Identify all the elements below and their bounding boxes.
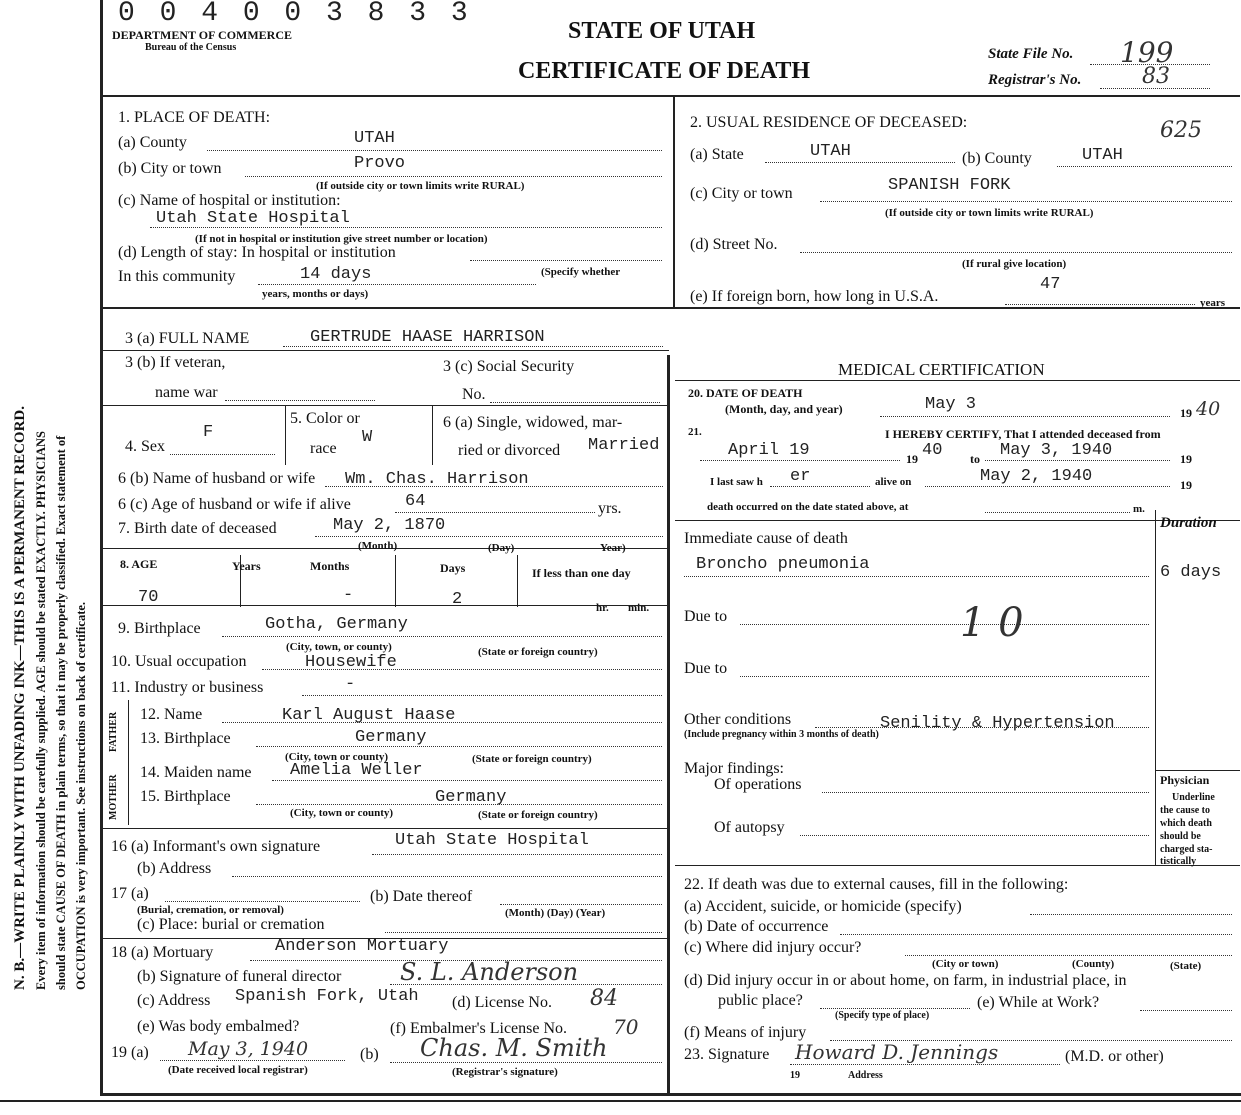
registrar-date-note: (Date received local registrar) xyxy=(168,1064,308,1076)
alive-on-label: alive on xyxy=(875,476,912,488)
ss-label: 3 (c) Social Security xyxy=(443,358,575,375)
physician-note-5: charged sta- xyxy=(1160,844,1213,855)
mother-city-note: (City, town or county) xyxy=(290,807,394,819)
sex-label: 4. Sex xyxy=(125,438,165,455)
physician-note-6: tistically xyxy=(1160,856,1197,867)
age-days-value: 2 xyxy=(452,590,463,609)
of-autopsy-label: Of autopsy xyxy=(714,819,785,836)
other-conditions-value: Senility & Hypertension xyxy=(880,714,1115,733)
signature-year-label: 19 xyxy=(790,1070,800,1081)
res-state-label: (a) State xyxy=(690,146,744,163)
res-city-note: (If outside city or town limits write RURAL) xyxy=(885,207,1094,219)
immediate-cause-label: Immediate cause of death xyxy=(684,530,848,547)
registrar-sig-label: (b) xyxy=(360,1046,379,1063)
pod-city-value: Provo xyxy=(354,154,406,173)
department-label: DEPARTMENT OF COMMERCE xyxy=(112,28,293,42)
registrar-date-value: May 3, 1940 xyxy=(188,1038,309,1060)
injury-home-label: (d) Did injury occur in or about home, on farm, in industrial place, in xyxy=(684,972,1127,989)
veteran-label2: name war xyxy=(155,384,218,401)
pod-hospital-label: (c) Name of hospital or institution: xyxy=(118,192,341,209)
res-city-label: (c) City or town xyxy=(690,185,793,202)
veteran-label: 3 (b) If veteran, xyxy=(125,354,226,371)
physician-note-2: the cause to xyxy=(1160,805,1210,816)
father-tag: FATHER xyxy=(108,711,119,752)
pod-stay-label: (d) Length of stay: In hospital or institution xyxy=(118,244,396,261)
dod-value: May 3 xyxy=(925,395,977,414)
birth-date-label: 7. Birth date of deceased xyxy=(118,520,277,537)
age-min-label: min. xyxy=(628,602,650,614)
residence-corner-mark: 625 xyxy=(1160,118,1202,143)
attended-from-value: April 19 xyxy=(728,441,810,460)
place-of-death-heading: 1. PLACE OF DEATH: xyxy=(118,109,271,126)
state-title: STATE OF UTAH xyxy=(568,18,756,44)
item21-label: 21. xyxy=(688,426,702,438)
marital-value: Married xyxy=(588,436,660,455)
age-months-label: Months xyxy=(310,559,350,573)
embalmer-license-value: 70 xyxy=(613,1015,639,1039)
attended-to-value: May 3, 1940 xyxy=(1000,441,1113,460)
occupation-label: 10. Usual occupation xyxy=(111,653,247,670)
full-name-value: GERTRUDE HAASE HARRISON xyxy=(310,328,545,347)
specify-place-note: (Specify type of place) xyxy=(835,1010,930,1021)
birth-year-note: Year) xyxy=(600,542,626,554)
res-county-value: UTAH xyxy=(1082,146,1123,165)
birthplace-label: 9. Birthplace xyxy=(118,620,201,637)
embalmer-license-label: (f) Embalmer's License No. xyxy=(390,1020,568,1037)
director-signature: S. L. Anderson xyxy=(400,958,579,986)
occurrence-date-label: (b) Date of occurrence xyxy=(684,918,829,935)
dod-sub-label: (Month, day, and year) xyxy=(725,402,843,416)
birthplace-state-note: (State or foreign country) xyxy=(478,646,598,658)
birthplace-city-note: (City, town, or county) xyxy=(286,641,392,653)
age-years-value: 70 xyxy=(138,588,159,607)
age-months-value: - xyxy=(343,586,354,605)
informant-address-label: (b) Address xyxy=(137,860,212,877)
color-label2: race xyxy=(310,440,337,457)
alive-on-value: May 2, 1940 xyxy=(980,467,1093,486)
side-note-line1: N. B.—WRITE PLAINLY WITH UNFADING INK—THIS IS A PERMANENT RECORD. xyxy=(12,406,28,990)
spouse-age-label: 6 (c) Age of husband or wife if alive xyxy=(118,496,351,513)
res-city-value: SPANISH FORK xyxy=(888,176,1011,195)
age-years-label: Years xyxy=(232,559,261,573)
dod-year-prefix: 19 xyxy=(1180,406,1192,420)
age-hr-label: hr. xyxy=(596,602,609,614)
father-city-note: (City, town or county) xyxy=(285,751,389,763)
license-value: 84 xyxy=(590,986,618,1011)
pod-hospital-value: Utah State Hospital xyxy=(156,209,350,228)
mother-tag: MOTHER xyxy=(108,774,119,820)
birth-day-note: (Day) xyxy=(488,542,515,554)
signature-address-label: Address xyxy=(848,1070,883,1081)
last-saw-value: er xyxy=(790,467,811,486)
occurred-m: m. xyxy=(1133,503,1145,515)
registrar-signature: Chas. M. Smith xyxy=(420,1034,608,1062)
certificate-title: CERTIFICATE OF DEATH xyxy=(518,58,811,84)
pod-community-value: 14 days xyxy=(300,265,372,284)
burial-note: (Burial, cremation, or removal) xyxy=(137,904,284,916)
due-to-2-label: Due to xyxy=(684,660,728,677)
mortuary-label: 18 (a) Mortuary xyxy=(111,944,214,961)
cause-marks: 1 0 xyxy=(960,600,1024,646)
from-year-prefix: 19 xyxy=(906,452,918,466)
informant-value: Utah State Hospital xyxy=(395,831,589,850)
age-days-label: Days xyxy=(440,561,466,575)
state-file-value: 199 xyxy=(1120,36,1174,69)
from-year-value: 40 xyxy=(922,441,943,460)
registrar-number-value: 83 xyxy=(1142,64,1170,89)
mother-state-note: (State or foreign country) xyxy=(478,809,598,821)
spouse-label: 6 (b) Name of husband or wife xyxy=(118,470,316,487)
physician-signature-label: 23. Signature xyxy=(684,1046,770,1063)
occurred-text: death occurred on the date stated above, at xyxy=(707,501,909,513)
pod-hospital-note: (If not in hospital or institution give street number or location) xyxy=(195,233,488,245)
sex-value: F xyxy=(203,423,214,442)
mother-name-value: Amelia Weller xyxy=(290,761,423,780)
major-findings-label: Major findings: xyxy=(684,760,784,777)
mortuary-address-value: Spanish Fork, Utah xyxy=(235,987,419,1006)
medical-heading: MEDICAL CERTIFICATION xyxy=(838,360,1045,379)
physician-signature: Howard D. Jennings xyxy=(795,1040,999,1064)
to-label: to xyxy=(970,452,980,466)
mother-birthplace-value: Germany xyxy=(435,788,507,807)
spouse-value: Wm. Chas. Harrison xyxy=(345,470,529,489)
mortuary-address-label: (c) Address xyxy=(137,992,211,1009)
res-county-label: (b) County xyxy=(962,150,1032,167)
res-rural-note: (If rural give location) xyxy=(962,258,1067,270)
full-name-label: 3 (a) FULL NAME xyxy=(125,330,250,347)
father-name-value: Karl August Haase xyxy=(282,706,456,725)
father-name-label: 12. Name xyxy=(140,706,203,723)
ss-label2: No. xyxy=(462,386,486,403)
age-label: 8. AGE xyxy=(120,557,158,571)
age-less-day-label: If less than one day xyxy=(532,566,631,580)
md-or-other-label: (M.D. or other) xyxy=(1065,1048,1164,1065)
informant-label: 16 (a) Informant's own signature xyxy=(111,838,321,855)
state-file-label: State File No. xyxy=(988,46,1074,62)
residence-heading: 2. USUAL RESIDENCE OF DECEASED: xyxy=(690,114,968,131)
father-state-note: (State or foreign country) xyxy=(472,753,592,765)
occupation-value: Housewife xyxy=(305,653,397,672)
father-birthplace-label: 13. Birthplace xyxy=(140,730,231,747)
physician-note-4: should be xyxy=(1160,831,1201,842)
pod-specify-note2: years, months or days) xyxy=(262,288,369,300)
county-note: (County) xyxy=(1072,958,1115,970)
pod-city-label: (b) City or town xyxy=(118,160,222,177)
burial-date-note: (Month) (Day) (Year) xyxy=(505,907,606,919)
side-note-line4: OCCUPATION is very important. See instructions on back of certificate. xyxy=(74,601,88,990)
pod-county-value: UTAH xyxy=(354,129,395,148)
director-label: (b) Signature of funeral director xyxy=(137,968,342,985)
pod-specify-note: (Specify whether xyxy=(541,266,621,278)
alive-year-label: 19 xyxy=(1180,478,1192,492)
marital-label: 6 (a) Single, widowed, mar- xyxy=(443,414,623,431)
burial-date-label: (b) Date thereof xyxy=(370,888,473,905)
father-birthplace-value: Germany xyxy=(355,728,427,747)
industry-value: - xyxy=(345,675,356,694)
industry-label: 11. Industry or business xyxy=(111,679,264,696)
license-label: (d) License No. xyxy=(452,994,552,1011)
burial-place-label: (c) Place: burial or cremation xyxy=(137,916,325,933)
res-state-value: UTAH xyxy=(810,142,851,161)
state-note: (State) xyxy=(1170,960,1202,972)
pregnancy-note: (Include pregnancy within 3 months of death) xyxy=(684,729,879,740)
physician-note-heading: Physician xyxy=(1160,773,1210,787)
color-label: 5. Color or xyxy=(290,410,360,427)
city-town-note: (City or town) xyxy=(932,958,999,970)
registrar-sig-note: (Registrar's signature) xyxy=(452,1066,558,1078)
means-of-injury-label: (f) Means of injury xyxy=(684,1024,807,1041)
res-foreign-unit: years xyxy=(1200,297,1226,309)
dod-label: 20. DATE OF DEATH xyxy=(688,386,803,400)
to-year-label: 19 xyxy=(1180,452,1192,466)
res-foreign-value: 47 xyxy=(1040,275,1061,294)
mortuary-value: Anderson Mortuary xyxy=(275,937,449,956)
pod-community-label: In this community xyxy=(118,268,236,285)
public-place-label: public place? xyxy=(718,992,803,1009)
res-foreign-label: (e) If foreign born, how long in U.S.A. xyxy=(690,288,939,305)
last-saw-label: I last saw h xyxy=(710,476,763,488)
mother-name-label: 14. Maiden name xyxy=(140,764,252,781)
external-causes-label: 22. If death was due to external causes, fill in the following: xyxy=(684,876,1069,893)
birthplace-value: Gotha, Germany xyxy=(265,615,408,634)
res-street-label: (d) Street No. xyxy=(690,236,778,253)
birth-month-note: (Month) xyxy=(358,540,398,552)
of-operations-label: Of operations xyxy=(714,776,802,793)
registrar-number-label: Registrar's No. xyxy=(988,72,1082,88)
marital-label2: ried or divorced xyxy=(458,442,561,459)
color-value: W xyxy=(362,428,373,447)
pod-city-note: (If outside city or town limits write RURAL) xyxy=(316,180,525,192)
dod-year-value: 40 xyxy=(1196,398,1221,420)
embalmed-label: (e) Was body embalmed? xyxy=(137,1018,300,1035)
bureau-label: Bureau of the Census xyxy=(145,42,237,53)
other-conditions-label: Other conditions xyxy=(684,711,792,728)
pod-county-label: (a) County xyxy=(118,134,187,151)
injury-where-label: (c) Where did injury occur? xyxy=(684,939,862,956)
mother-birthplace-label: 15. Birthplace xyxy=(140,788,231,805)
spouse-age-yrs: yrs. xyxy=(598,500,622,517)
side-note-line2: Every item of information should be carefully supplied. AGE should be stated EXACTLY. PHYSICIANS xyxy=(34,431,48,990)
registrar-date-label: 19 (a) xyxy=(111,1044,149,1061)
accident-label: (a) Accident, suicide, or homicide (specify) xyxy=(684,898,962,915)
side-note-line3: should state CAUSE OF DEATH in plain terms, so that it may be properly classified. Exact statement of xyxy=(54,435,68,990)
due-to-1-label: Due to xyxy=(684,608,728,625)
certify-text: I HEREBY CERTIFY, That I attended deceased from xyxy=(885,427,1161,441)
birth-date-value: May 2, 1870 xyxy=(333,516,446,535)
spouse-age-value: 64 xyxy=(405,492,426,511)
while-at-work-label: (e) While at Work? xyxy=(977,994,1100,1011)
burial-label: 17 (a) xyxy=(111,885,149,902)
immediate-cause-value: Broncho pneumonia xyxy=(696,555,870,574)
immediate-duration-value: 6 days xyxy=(1160,563,1222,582)
physician-note-3: which death xyxy=(1160,818,1212,829)
serial-number: 0 0 4 0 0 3 8 3 3 xyxy=(118,0,472,29)
duration-label: Duration xyxy=(1160,515,1217,531)
physician-note-1: Underline xyxy=(1172,792,1215,803)
